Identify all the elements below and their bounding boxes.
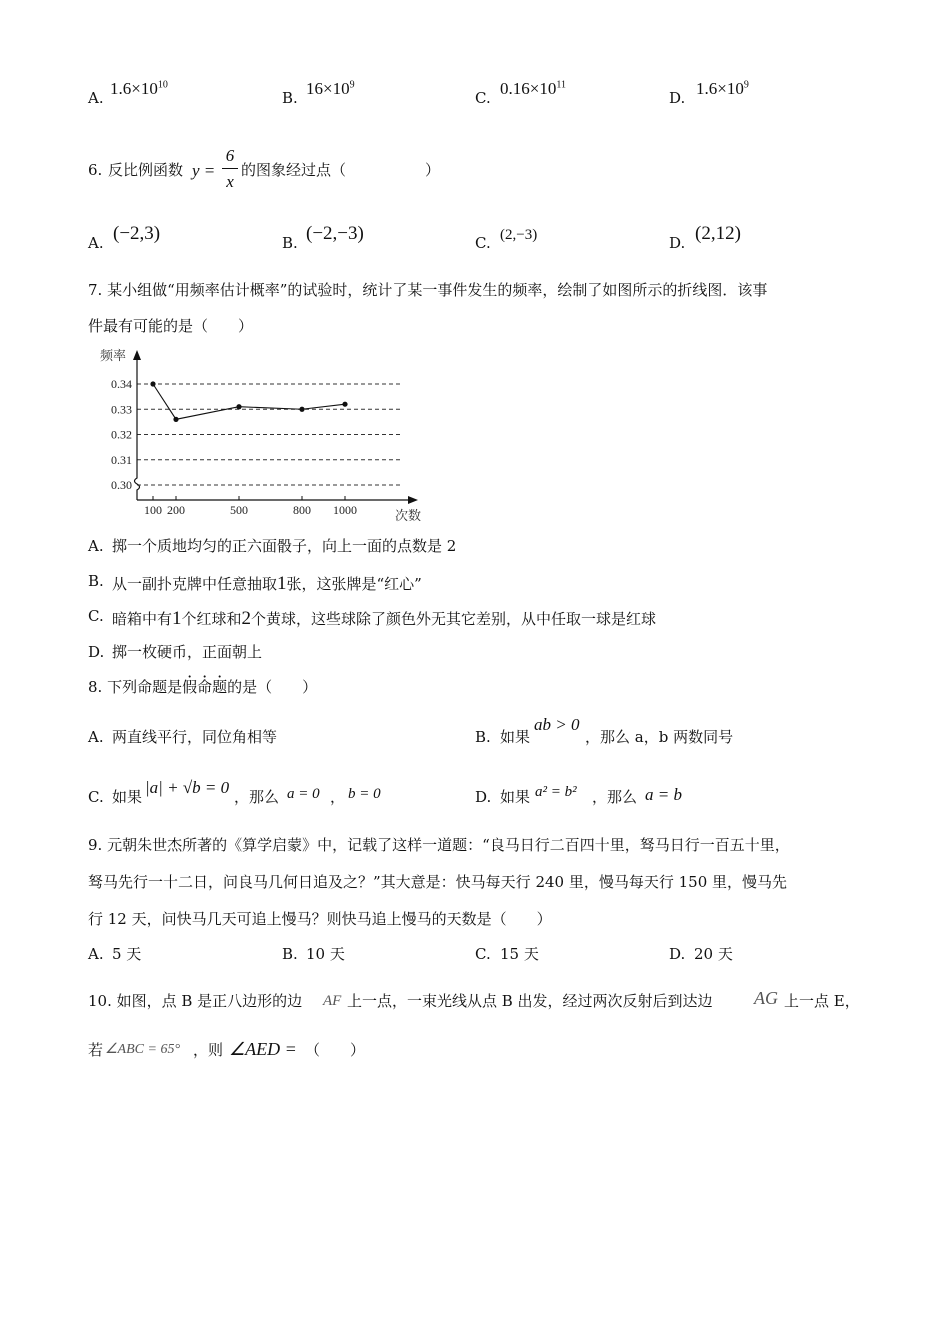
question-text: 上一点，一束光线从点 B 出发，经过两次反射后到达边 xyxy=(347,992,713,1010)
option-math: a = 0 xyxy=(287,786,320,802)
option-letter: B. xyxy=(282,234,298,252)
y-tick-label: 0.32 xyxy=(111,427,132,442)
question-text: 驽马先行一十二日，问良马几何日追及之？”其大意是：快马每天行 240 里，慢马每天行 150 里，慢马先 xyxy=(88,873,788,891)
option-text: 如果 xyxy=(500,788,531,806)
series-line xyxy=(153,384,345,419)
x-tick-label: 200 xyxy=(167,503,185,517)
option-value: (2,12) xyxy=(695,223,741,244)
y-axis xyxy=(135,356,140,500)
option-letter: C. xyxy=(88,607,104,625)
x-tick-label: 800 xyxy=(293,503,311,517)
option-letter: B. xyxy=(88,572,104,590)
option-text: 5 天 xyxy=(112,945,142,963)
question-text: 的图象经过点（ xyxy=(241,161,347,179)
question-text: 件最有可能的是（ ） xyxy=(88,317,254,335)
data-point xyxy=(342,402,347,407)
option-math: b = 0 xyxy=(348,786,381,802)
option-text: 20 天 xyxy=(694,945,733,963)
data-point xyxy=(150,381,155,386)
x-axis-arrow xyxy=(408,496,418,504)
option-letter: A. xyxy=(88,537,104,555)
question-text: 7. 某小组做“用频率估计概率”的试验时，统计了某一事件发生的频率，绘制了如图所示的折线图．该事 xyxy=(88,281,768,299)
question-math: ∠AED = xyxy=(229,1039,297,1059)
fraction-bar xyxy=(222,168,238,169)
option-letter: D. xyxy=(669,234,686,252)
question-math: AG xyxy=(754,988,778,1008)
data-point xyxy=(236,404,241,409)
option-letter: A. xyxy=(88,234,104,252)
option-text: ，那么 a，b 两数同号 xyxy=(585,728,734,746)
y-tick-label: 0.33 xyxy=(111,402,132,417)
option-value: (−2,3) xyxy=(113,223,161,244)
fraction-denominator: x xyxy=(226,172,234,191)
option-letter: C. xyxy=(475,945,491,963)
option-math: |a| + √b = 0 xyxy=(145,778,230,797)
option-letter: A. xyxy=(88,728,104,746)
option-math: a = b xyxy=(645,785,682,804)
option-math: a² = b² xyxy=(535,784,577,800)
option-text: 如果 xyxy=(500,728,531,746)
question-text: 10. 如图，点 B 是正八边形的边 xyxy=(88,992,303,1010)
x-axis-title: 次数 xyxy=(395,508,422,523)
option-value: (−2,−3) xyxy=(306,223,364,244)
question-math: AF xyxy=(323,993,342,1009)
option-text: 掷一枚硬币，正面朝上 xyxy=(112,643,263,661)
option-text: 10 天 xyxy=(306,945,345,963)
option-text: 暗箱中有1个红球和2个黄球，这些球除了颜色外无其它差别，从中任取一球是红球 xyxy=(112,608,657,629)
question-text: 行 12 天，问快马几天可追上慢马？则快马追上慢马的天数是（ ） xyxy=(88,910,552,928)
option-letter: D. xyxy=(669,945,686,963)
option-text: 如果 xyxy=(112,788,143,806)
option-letter: B. xyxy=(475,728,491,746)
data-point xyxy=(173,417,178,422)
option-letter: D. xyxy=(88,643,105,661)
option-value: $1.6\times 10^9$ xyxy=(696,79,749,98)
option-text: 两直线平行，同位角相等 xyxy=(112,728,278,746)
option-math: ab > 0 xyxy=(534,715,580,734)
equation-lhs: y = xyxy=(192,161,216,180)
x-tick-label: 1000 xyxy=(333,503,357,517)
question-math: ∠ABC = 65° xyxy=(105,1042,181,1057)
question-text: 9. 元朝朱世杰所著的《算学启蒙》中，记载了这样一道题：“良马日行二百四十里，驽马日行一百五十里， xyxy=(88,836,790,854)
frequency-line-chart xyxy=(90,340,430,525)
y-tick-label: 0.30 xyxy=(111,478,132,492)
option-text: ，那么 xyxy=(234,788,280,806)
question-text: （ ） xyxy=(305,1041,366,1059)
question-text: 8. 下列命题是假命题的是（ ） xyxy=(88,678,318,696)
question-number: 6. xyxy=(88,161,103,179)
option-text: ， xyxy=(330,788,346,806)
y-tick-label: 0.34 xyxy=(111,377,132,391)
option-letter: B. xyxy=(282,89,298,107)
option-text: 掷一个质地均匀的正六面骰子，向上一面的点数是 2 xyxy=(112,537,457,555)
question-text: 反比例函数 xyxy=(108,161,184,179)
option-value: $1.6\times 10^{10}$ xyxy=(110,79,168,98)
option-letter: D. xyxy=(475,788,492,806)
option-value: (2,−3) xyxy=(500,227,538,243)
data-point xyxy=(299,407,304,412)
x-tick-label: 500 xyxy=(230,503,248,517)
fraction-numerator: 6 xyxy=(225,146,235,165)
option-letter: A. xyxy=(88,945,104,963)
question-text: 若 xyxy=(88,1041,104,1059)
y-axis-arrow xyxy=(133,350,141,360)
option-letter: C. xyxy=(475,89,491,107)
option-value: $0.16\times 10^{11}$ xyxy=(500,79,566,98)
question-text: 上一点 E， xyxy=(784,992,860,1010)
option-letter: C. xyxy=(475,234,491,252)
option-value: $16\times 10^9$ xyxy=(306,79,355,98)
y-tick-label: 0.31 xyxy=(111,452,132,467)
option-text: 从一副扑克牌中任意抽取1张，这张牌是“红心” xyxy=(112,573,422,594)
option-letter: A. xyxy=(88,89,104,107)
question-paren: ） xyxy=(425,161,441,179)
question-text: ，则 xyxy=(193,1041,224,1059)
option-letter: B. xyxy=(282,945,298,963)
option-letter: C. xyxy=(88,788,104,806)
option-text: 15 天 xyxy=(500,945,539,963)
option-letter: D. xyxy=(669,89,686,107)
x-tick-label: 100 xyxy=(144,503,162,517)
y-axis-title: 频率 xyxy=(100,348,127,363)
option-text: ，那么 xyxy=(592,788,638,806)
